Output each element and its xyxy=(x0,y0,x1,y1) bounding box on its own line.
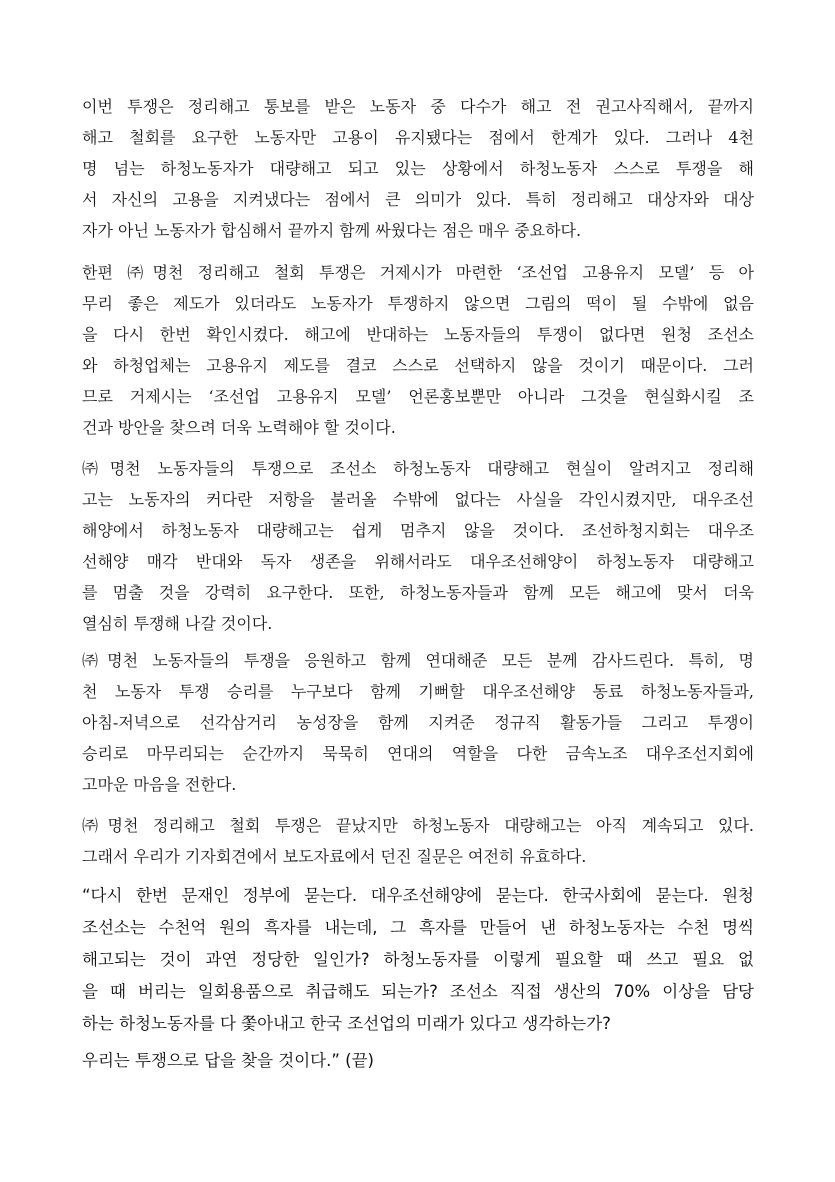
paragraph-4 xyxy=(82,645,754,800)
text-line: 와 하청업체는 고용유지 제도를 결코 스스로 선택하지 않을 것이기 때문이다. 그러 xyxy=(82,356,754,375)
text-line: 므로 거제시는 ‘조선업 고용유지 모델’ 언론홍보뿐만 아니라 그것을 현실화시킬 조 xyxy=(82,387,754,406)
text-line: ㈜명천 정리해고 철회 투쟁은 끝났지만 하청노동자 대량해고는 아직 계속되고 있다. xyxy=(82,816,754,835)
text-line: 건과 방안을 찾으려 더욱 노력해야 할 것이다. xyxy=(82,418,396,437)
text-line: 해고 철회를 요구한 노동자만 고용이 유지됐다는 점에서 한계가 있다. 그러나 4천 xyxy=(82,128,754,147)
text-line: 을 때 버리는 일회용품으로 취급해도 되는가? 조선소 직접 생산의 70% 이상을 담당 xyxy=(82,982,754,1001)
text-line: “다시 한번 문재인 정부에 묻는다. 대우조선해양에 묻는다. 한국사회에 묻는다. 원청 xyxy=(82,886,754,905)
text-line: 이번 투쟁은 정리해고 통보를 받은 노동자 중 다수가 해고 전 권고사직해서, 끝까지 xyxy=(82,97,754,116)
text-line: 해고되는 것이 과연 정당한 일인가? 하청노동자를 이렇게 필요할 때 쓰고 필요 없 xyxy=(82,950,754,969)
text-line: 그래서 우리가 기자회견에서 보도자료에서 던진 질문은 여전히 유효하다. xyxy=(82,847,587,866)
text-line: 서 자신의 고용을 지켜냈다는 점에서 큰 의미가 있다. 특히 정리해고 대상자와 대상 xyxy=(82,190,754,209)
text-line: 조선소는 수천억 원의 흑자를 내는데, 그 흑자를 만들어 낸 하청노동자는 수천 명씩 xyxy=(82,918,754,937)
text-line: 우리는 투쟁으로 답을 찾을 것이다.” (끝) xyxy=(82,1051,374,1070)
text-line: 승리로 마무리되는 순간까지 묵묵히 연대의 역할을 다한 금속노조 대우조선지회에 xyxy=(82,744,754,763)
text-line: ㈜명천 노동자들의 투쟁을 응원하고 함께 연대해준 모든 분께 감사드린다. 특히, 명 xyxy=(82,651,754,670)
text-line: 을 다시 한번 확인시켰다. 해고에 반대하는 노동자들의 투쟁이 없다면 원청 조선소 xyxy=(82,325,754,344)
text-line: 선해양 매각 반대와 독자 생존을 위해서라도 대우조선해양이 하청노동자 대량해고 xyxy=(82,552,754,571)
text-line: 자가 아닌 노동자가 합심해서 끝까지 함께 싸웠다는 점은 매우 중요하다. xyxy=(82,221,582,240)
paragraph-5 xyxy=(82,810,754,872)
text-line: 한편 ㈜명천 정리해고 철회 투쟁은 거제시가 마련한 ‘조선업 고용유지 모델’ 등 아 xyxy=(82,263,754,282)
text-line: ㈜명천 노동자들의 투쟁으로 조선소 하청노동자 대량해고 현실이 알려지고 정리해 xyxy=(82,459,754,478)
text-line: 하는 하청노동자를 다 쫓아내고 한국 조선업의 미래가 있다고 생각하는가? xyxy=(82,1014,611,1033)
quote-paragraph xyxy=(82,880,754,1040)
text-line: 고마운 마음을 전한다. xyxy=(82,775,237,794)
text-line: 고는 노동자의 커다란 저항을 불러올 수밖에 없다는 사실을 각인시켰지만, 대우조선 xyxy=(82,490,754,509)
text-line: 해양에서 하청노동자 대량해고는 쉽게 멈추지 않을 것이다. 조선하청지회는 대우조 xyxy=(82,521,754,540)
paragraph-2 xyxy=(82,257,754,443)
text-line: 열심히 투쟁해 나갈 것이다. xyxy=(82,614,273,633)
text-line: 아침-저녁으로 선각삼거리 농성장을 함께 지켜준 정규직 활동가들 그리고 투쟁이 xyxy=(82,713,754,732)
text-line: 명 넘는 하청노동자가 대량해고 되고 있는 상황에서 하청노동자 스스로 투쟁을 해 xyxy=(82,159,754,178)
text-line: 천 노동자 투쟁 승리를 누구보다 함께 기뻐할 대우조선해양 동료 하청노동자들과, xyxy=(82,682,754,701)
text-line: 를 멈출 것을 강력히 요구한다. 또한, 하청노동자들과 함께 모든 해고에 맞서 더욱 xyxy=(82,583,754,602)
paragraph-3 xyxy=(82,453,754,639)
text-line: 무리 좋은 제도가 있더라도 노동자가 투쟁하지 않으면 그림의 떡이 될 수밖에 없음 xyxy=(82,294,754,313)
closing-line xyxy=(82,1045,754,1077)
paragraph-1 xyxy=(82,91,754,246)
